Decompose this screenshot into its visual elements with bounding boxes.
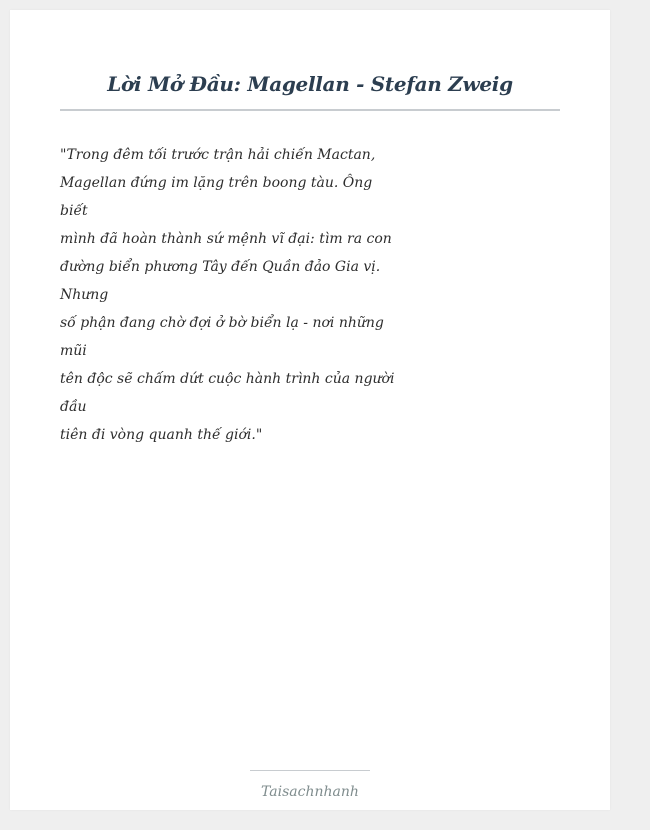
quote-line: mình đã hoàn thành sứ mệnh vĩ đại: tìm ra con (60, 231, 392, 247)
quote-line: Nhưng (60, 287, 109, 303)
quote-line: biết (60, 203, 88, 219)
quote-line: số phận đang chờ đợi ở bờ biển lạ - nơi những (60, 315, 384, 331)
quote-line: Magellan đứng im lặng trên boong tàu. Ông (60, 175, 373, 191)
document-page (10, 10, 610, 810)
quote-line: tiên đi vòng quanh thế giới." (60, 427, 263, 443)
footer-divider (250, 770, 370, 771)
page-title: Lời Mở Đầu: Magellan - Stefan Zweig (107, 72, 513, 96)
title-divider (60, 109, 560, 111)
footer-brand: Taisachnhanh (261, 784, 359, 800)
quote-line: mũi (60, 343, 87, 359)
quote-body (60, 141, 395, 449)
quote-line: đầu (60, 399, 87, 415)
quote-line: tên độc sẽ chấm dứt cuộc hành trình của người (60, 371, 395, 387)
quote-line: đường biển phương Tây đến Quần đảo Gia vị. (60, 259, 381, 275)
quote-line: "Trong đêm tối trước trận hải chiến Mactan, (60, 147, 376, 163)
